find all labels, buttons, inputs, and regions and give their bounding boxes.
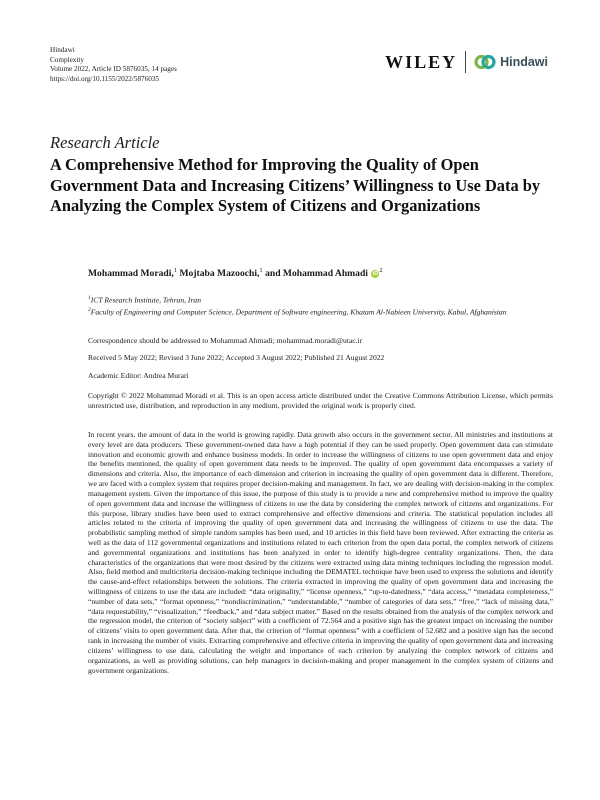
journal-meta [50, 46, 177, 84]
publisher-logos [385, 50, 548, 74]
affiliation [88, 293, 558, 306]
hindawi-logo-text: Hindawi [500, 55, 548, 69]
abstract: In recent years, the amount of data in the world is growing rapidly. Data growth also occurs in the government sector. All ministries and institutions at every level are data producers. These government-owned data have a high potential if they can be used properly. Open government data can stimulate innovation and economic growth and enhance business models. In order to increase the willingness of citizens to use open government data and enjoy the benefits mentioned, the quality of open government data needs to be improved. The quality of open government data encompasses a variety of dimensions and criteria. Also, the importance of each dimension and criterion in increasing the quality of open government data is different. Therefore, we are faced with a complex system that requires proper decision-making and management. In fact, we are dealing with decision-making in the complex management system. Given the importance of this issue, the purpose of this study is to provide a new and comprehensive method to improve the quality of open government data and increase the willingness of citizens to use the data by considering the complex network of citizens and organizations. For this purpose, library studies have been used to extract comprehensive and effective dimensions and criteria. The statistical population includes all articles related to the criteria of improving the quality of open government data and increasing the willingness of citizens to use the data. The probabilistic sampling method of simple random samples has been used, and 10 articles in this field have been reviewed. After extracting the criteria as well as the data of 112 governmental organizations and institutions related to each criterion from the open data portal, the complex network of citizens and governmental organizations and institutions has been analyzed in order to identify high-degree centrality organizations. Then, the data characteristics of the organizations that were most desired by the citizens were extracted using data mining techniques including the regression model. Also, field method and multicriteria decision-making technique including the DEMATEL technique have been used to express the solutions and identify the cause-and-effect relationships between the solutions. The criteria extracted in improving the quality of open government data and increasing the willingness of citizens to use the data are included: “data originality,” “license openness,” “up-to-datedness,” “data access,” “metadata completeness,” “number of data sets,” “format openness,” “nondiscrimination,” “understandable,” “number of categories of data sets,” “free,” “lack of missing data,” “data requestability,” “visualization,” “feedback,” and “data subject matter.” Based on the results obtained from the analysis of the complex network and the regression model, the criterion of “society subject” with a coefficient of 72.564 and a positive sign has the greatest impact on increasing the number of citizens’ visits to open government data. After that, the criterion of “format openness” with a coefficient of 52.682 and a positive sign has the second rank in increasing the number of visits. Extracting comprehensive and effective criteria in improving the quality of open government data and increasing citizens’ willingness to use data, calculating the weight and importance of each criterion by analyzing the complex network of citizens and organizations, as well as providing solutions, can help managers in decision-making and proper management in the complex system of citizens and government organizations. [88, 430, 553, 675]
wiley-logo: WILEY [385, 51, 458, 72]
logo-divider [465, 51, 466, 73]
author-name[interactable]: Mohammad Moradi, [88, 268, 174, 280]
orcid-icon[interactable]: iD [372, 271, 379, 278]
author-name[interactable]: Mojtaba Mazoochi, [179, 268, 260, 280]
journal-name: Complexity [50, 55, 84, 64]
volume-line: Volume 2022, Article ID 5876035, 14 pages [50, 65, 177, 74]
author-list [88, 267, 383, 279]
correspondence: Correspondence should be addressed to Mohammad Ahmadi; mohammad.moradi@utac.ir [88, 336, 363, 345]
affiliation-marker: 1 [88, 295, 91, 301]
copyright-notice: Copyright © 2022 Mohammad Moradi et al. This is an open access article distributed under the Creative Commons Attribution License, which permits unrestricted use, distribution, and reproduction in any medium, provided the original work is properly cited. [88, 391, 553, 411]
affiliation-text: ICT Research Institute, Tehran, Iran [90, 295, 201, 305]
hindawi-logo-icon [474, 53, 496, 71]
author-affiliation-marker: 1 [259, 267, 263, 274]
author-affiliation-marker: 1 [173, 267, 178, 274]
affiliation-text: Faculty of Engineering and Computer Science, Department of Software engineering, Khatam Al-Nabieen University, Kabul, Afghanistan [90, 307, 507, 317]
doi-link[interactable]: https://doi.org/10.1155/2022/5876035 [50, 74, 160, 83]
publisher-name: Hindawi [50, 46, 75, 54]
affiliation-marker: 2 [88, 307, 91, 313]
publication-dates: Received 5 May 2022; Revised 3 June 2022; Accepted 3 August 2022; Published 21 August 2022 [88, 353, 385, 362]
affiliation [88, 305, 528, 318]
article-title: A Comprehensive Method for Improving the Quality of Open Government Data and Increasing Citizens’ Willingness to Use Data by Analyzing the Complex System of Citizens and Organizations [50, 155, 541, 215]
author-affiliation-marker: 2 [379, 267, 383, 274]
article-type: Research Article [50, 133, 160, 152]
academic-editor: Academic Editor: Andrea Murari [88, 371, 189, 380]
author-name[interactable]: and Mohammad Ahmadi [265, 268, 368, 280]
